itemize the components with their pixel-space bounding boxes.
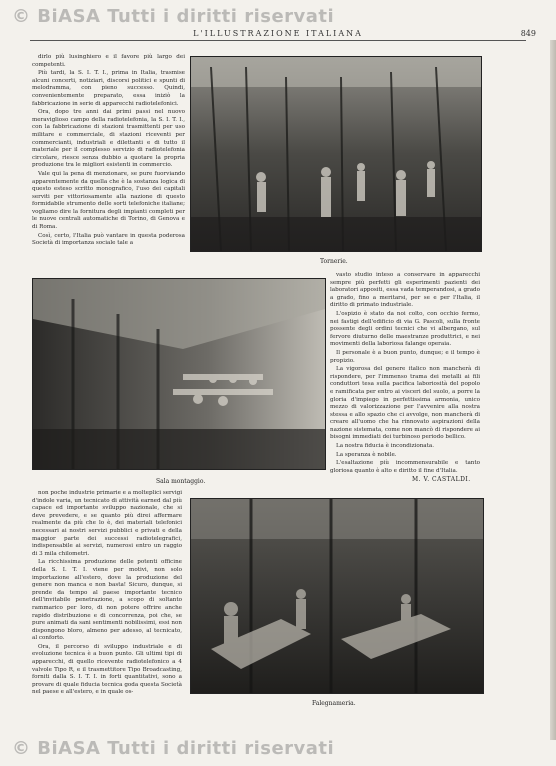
page-number: 849	[520, 29, 536, 38]
watermark-bottom: © BiASA Tutti i diritti riservati	[12, 738, 335, 759]
paragraph: Ora, il percorso di sviluppo industriale e di evoluzione tecnica è a buon punto. Gli ultimi tipi di apparecchi, di quello ricevente radiotelefonico a 4 valvole Tipo R, e il trasmettitore Tipo Broadcasting, forniti dalla S. I. T. I. in forti quantitativi, sono a provare di quale fiducia tecnica goda questa Società nel paese e all'estero, e in quale os-	[32, 643, 182, 696]
article-column-left-bottom	[32, 490, 182, 730]
article-column-right-middle	[330, 272, 480, 474]
caption-tornerie: Tornerie.	[320, 258, 348, 265]
paragraph: La nostra fiducia è incondizionata.	[336, 443, 435, 450]
photo-tornerie	[190, 56, 482, 252]
watermark-top: © BiASA Tutti i diritti riservati	[12, 6, 335, 27]
paragraph: La vigorosa del genere italico non mancherà di rispondere, per l'immenso trama dei metalli ai fili conduttori tesa sulla pacifica laboriosità del popolo e ramificata per entro ai visceri del suolo, a porre la gloria d'impiego in perfettissima armonia, unico mezzo di valorizzazione per l'avvenire alla nostra stessa e allo spazio che ci avvolge, non mancherà di creare all'uomo che ha rinnovato aspirazioni della nazione sistemata, come non mancò di rispondere ai bisogni immediati dei turbinoso periodo bellico.	[330, 366, 480, 441]
caption-sala-montaggio: Sala montaggio.	[156, 478, 206, 485]
page-edge	[550, 40, 556, 740]
paragraph: vasto studio inteso a conservare in apparecchi sempre più perfetti gli esperimenti pazienti dei laboratori appositi, essa vada temperandosi, a grado a grado, fino a meritarsi, per se e per l'Italia, il diritto di primato industriale.	[330, 272, 480, 309]
header-rule	[30, 40, 526, 41]
caption-falegnameria: Falegnameria.	[312, 700, 356, 707]
paragraph: dirlo più lusinghiero e il favore più largo dei competenti.	[32, 54, 185, 68]
photo-falegnameria	[190, 498, 484, 694]
paragraph: non poche industrie primarie e a molteplici servigi d'indole varia, un tecnicato di attività earned dal più capace ed importante sviluppo nazionale, che si deve prevedere, e se quanto più direi affermare realmente da più che lo è, dei materiali telefonici necessari ai nostri servizi pubblici e privati e della maggior parte dei successi radiotelegrafici, indispensabile ai servizi, numerosi entro un raggio di 3 mila chilometri.	[32, 490, 182, 557]
running-head: L'ILLUSTRAZIONE ITALIANA	[193, 29, 363, 38]
paragraph: Vale qui la pena di menzionare, se pure fuorviando apparentemente da quella che è la sostanza logica di questo esteso scritto monografico, l'uso dei capitali serviti per vittoriosamente alla nazione di questo formidabile strumento delle sorti telefoniche italiane; vogliamo dire la fornitura degli impianti completi per le nuove centrali automatiche di Torino, di Genova e di Roma.	[32, 170, 185, 231]
paragraph: L'esaltazione più incommensurabile e tanto gloriosa quanto è alto e diritto il fine d'Italia.	[330, 460, 480, 474]
photo-falegnameria-image	[191, 499, 483, 693]
photo-sala-montaggio-image	[33, 279, 325, 469]
article-column-left-top	[32, 54, 185, 276]
paragraph: Ora, dopo tre anni dai primi passi nel nuovo meraviglioso campo della radiotelefonia, la S. I. T. I., con la fabbricazione di stazioni trasmittenti per uso militare e commerciale, di stazioni riceventi per commercianti, industriali e dilettanti e di tutto il materiale per il complesso servizio di radiotelefonia circolare, riesce senza dubbio a quotare la propria produzione tra le migliori esistenti in commercio.	[32, 109, 185, 169]
paragraph: Così, certo, l'Italia può vantare in questa poderosa Società di importanza sociale tale a	[32, 232, 185, 247]
paragraph: Il personale è a buon punto, dunque; e il tempo è propizio.	[330, 349, 480, 364]
paragraph: La ricchissima produzione delle potenti officine della S. I. T. I. viene per motivi, non solo importazione all'estero, dove la produzione del genere non manca e non basta! Sicuro, dunque, si prende da tempo al paese importante tecnico dell'invitabile penetrazione, a scopo di soltanto rammarico per loro, di non potere offrire anche rapido distribuzione e di concorrenza, poi che, se pure animati da sani sentimenti nobilissimi, essi non dispongono bloro, almeno per adesso, al tecnicato, al conforto.	[32, 559, 182, 642]
photo-sala-montaggio	[32, 278, 326, 470]
author-signature: M. V. CASTALDI.	[412, 476, 471, 483]
photo-tornerie-image	[191, 57, 481, 251]
paragraph: L'ospizio è stato da noi colto, con occhio fermo, nei fastigi dell'edificio di via G. Pascoli, sulla fronte possente degli ordini tecnici che vi albergano, sul fervore diuturno delle maestranze produttrici, e nei movimenti della laboriosa falange operaia.	[330, 310, 480, 348]
paragraph: La speranza è nobile.	[336, 451, 397, 458]
paragraph: Più tardi, la S. I. T. I., prima in Italia, trasmise alcuni concerti, notiziari, discorsi politici e spunti di melodramma, con pieno successo. Quindi, convenientemente preparato, essa iniziò la fabbricazione in serie di apparecchi radiotelefonici.	[32, 70, 185, 107]
